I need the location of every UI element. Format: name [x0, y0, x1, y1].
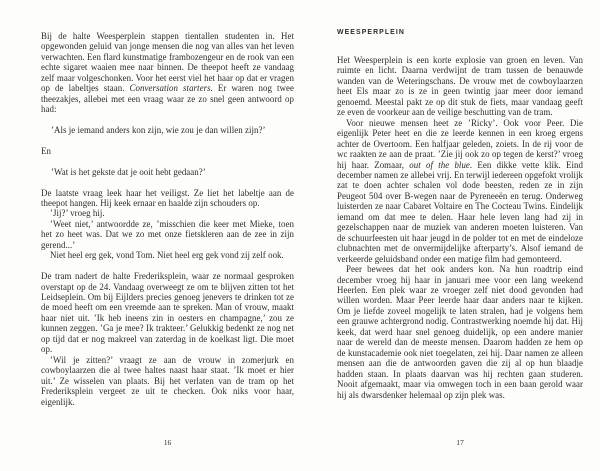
text-run: De laatste vraag leek haar het veiligst. Ze liet het labeltje aan de theepot hangen. Hij keek ernaar en haalde zijn schouders op.	[41, 187, 294, 208]
text-run: Er waren nog twee theezakjes, allebei met een vraag waar ze zo snel geen antwoord op had:	[41, 83, 294, 115]
paragraph	[41, 146, 294, 156]
text-run: ’Wil je zitten?’ vraagt ze aan de vrouw in zomerjurk en cowboylaarzen die al twee haltes naast haar staat. ’Ik moet er hier uit.’ Ze wisselen van plaats. Bij het verlaten van de tram op het Frederiksplein vergeet ze uit te checken. Ook niks voor haar, eigenlijk.	[41, 354, 294, 407]
text-run: ’Wat is het gekste dat je ooit hebt gedaan?’	[51, 166, 206, 177]
italic-text-run: out of the blue	[409, 159, 470, 170]
text-run: Het Weesperplein is een korte explosie van groen en leven. Van ruimte en licht. Daarna verdwijnt de tram tussen de benauwde wanden van de Weteringschans. De vrouw met de cowboylaarzen heet Els maar zo is ze in geen twintig jaar meer door iemand genoemd. Meestal pakt ze op dit stuk de fiets, maar vandaag geeft ze even de voorkeur aan de veilige beschutting van de tram.	[337, 55, 583, 118]
quote-line	[41, 167, 294, 177]
left-page-body	[41, 31, 294, 407]
text-run: Peer bewees dat het ook anders kon. Na hun roadtrip eind december vroeg hij haar in januari mee voor een lang weekend Heerlen. Een plek waar ze vroeger zelf niet dood gevonden had willen worden. Maar Peer leerde haar daar anders naar te kijken. Om je liefde zoveel mogelijk te laten stralen, had je volgens hem een grauwe achtergrond nodig. Contrastwerking noemde hij dat. Hij keek, dat werd haar snel genoeg duidelijk, op een andere manier naar de wereld dan de meeste mensen. Daarom hadden ze hem op de kunstacademie ook niet toegelaten, zei hij. Daar namen ze alleen mensen aan die de antwoorden gaven die zij al op hun blaadje hadden staan. In plaats daarvan was hij rechten gaan studeren. Nooit afgemaakt, maar via omwegen toch in een baan gerold waar hij als dwarsdenker helemaal op zijn plek was.	[337, 264, 583, 400]
paragraph	[41, 31, 294, 115]
text-run: Voor nieuwe mensen heet ze ’Ricky’. Ook voor Peer. Die eigenlijk Peter heet en die ze leerde kennen in een kroeg ergens achter de Overtoom. Een halfjaar geleden, zoiets. In de rij voor de wc raakten ze aan de praat. ’Zie jij ook zo op tegen de kerst?’ vroeg hij haar. Zomaar,	[337, 117, 583, 170]
page-number-right: 17	[456, 438, 464, 447]
paragraph	[41, 271, 294, 355]
text-run: Niet heel erg gek, vond Tom. Niet heel erg gek vond zij zelf ook.	[50, 250, 284, 261]
italic-text-run: Conversation starters.	[129, 83, 213, 94]
text-run: ’Als je iemand anders kon zijn, wie zou je dan willen zijn?’	[51, 125, 266, 136]
text-run: En	[41, 145, 51, 156]
text-run: ’Weet niet,’ antwoordde ze, ’misschien die keer met Mieke, toen het zo heet was. Dat we zo met onze fietskleren aan de zee in zijn gerend...’	[41, 218, 294, 250]
paragraph	[41, 208, 294, 218]
paragraph	[337, 118, 583, 264]
paragraph	[41, 219, 294, 250]
paragraph	[337, 55, 583, 118]
quote-line	[41, 125, 294, 135]
paragraph	[337, 264, 583, 400]
text-run: ’Jij?’ vroeg hij.	[50, 208, 105, 219]
chapter-header: WEESPERPLEIN	[337, 29, 405, 36]
paragraph	[41, 355, 294, 407]
paragraph	[41, 188, 294, 209]
text-run: Bij de halte Weesperplein stappen tientallen studenten in. Het opgewonden geluid van jonge mensen die nog van alles van het leven verwachten. Een flard kunstmatige frambozengeur en de rook van een echte sigaret waaien mee naar binnen. De theepot heeft ze vandaag zelf maar volgeschonken. Voor het eerst viel het haar op dat er vragen op de labeltjes staan.	[41, 31, 294, 94]
right-page-body	[337, 55, 583, 400]
paragraph	[41, 250, 294, 260]
text-run: . Een dikke vette klik. Eind december namen ze allebei vrij. En terwijl iedereen opgefokt vrolijk zat te doen achter schalen vol dode beesten, reden ze in zijn Peugeot 504 over B-wegen naar de Pyreneeën en terug. Onderweg luisterden ze naar Cabaret Voltaire en The Cocteau Twins. Eindelijk iemand om dat mee te delen. Haar hele leven lang had zij in gezelschappen naar de muziek van anderen moeten luisteren. Van de schuurfeesten uit haar jeugd in de polder tot en met de eindeloze clubnachten met de onvermijdelijke afterparty’s. Alsof iemand de verkeerde geluidsband onder een matige film had gemonteerd.	[337, 159, 583, 264]
page-number-left: 16	[163, 438, 172, 447]
text-run: De tram nadert de halte Frederiksplein, waar ze normaal gesproken overstapt op de 24. Vandaag overweegt ze om te blijven zitten tot het Leidseplein. Om bij Eijlders precies genoeg jenevers te drinken tot ze de moed heeft om een vreemde aan te spreken. Man of vrouw, maakt haar niet uit. ’Ik heb ineens zin in oesters en champagne,’ zou ze kunnen zeggen. ’Ga je mee? Ik trakteer.’ Gelukkig bedenkt ze nog net op tijd dat er nog makreel van zaterdag in de koelkast ligt. Die moet op.	[41, 271, 294, 355]
